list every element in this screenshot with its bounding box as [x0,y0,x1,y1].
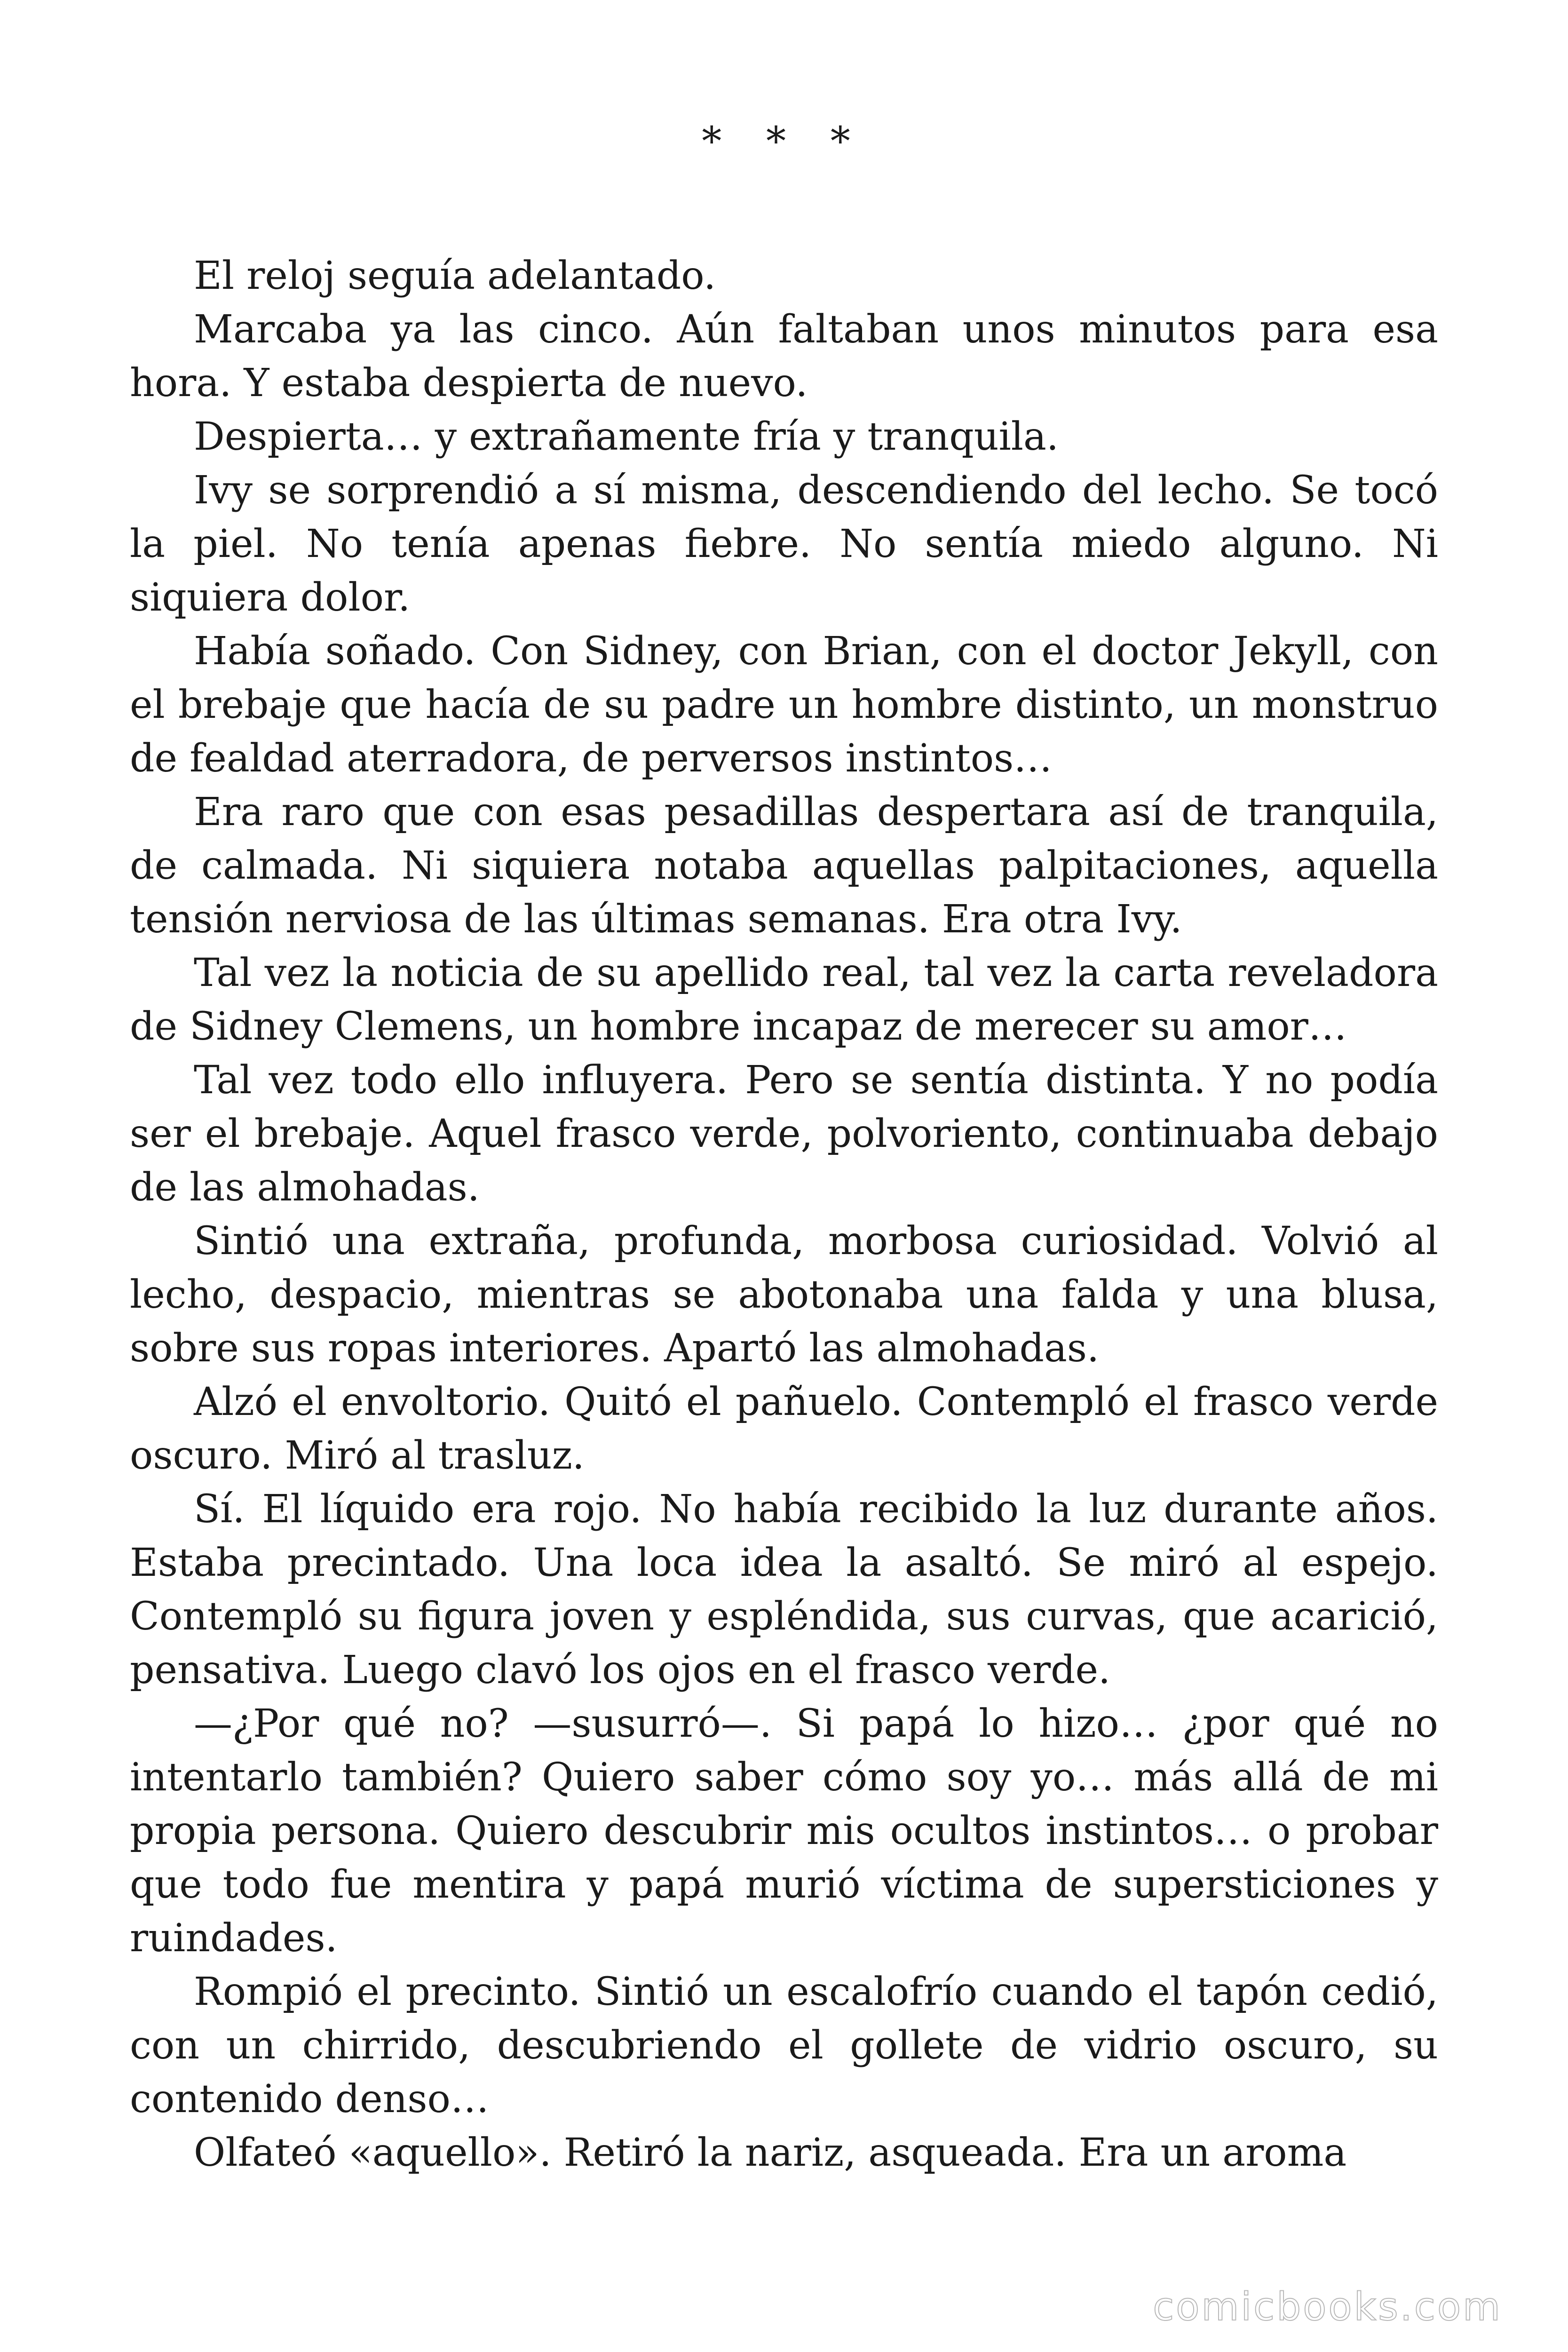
paragraph: Despierta… y extrañamente fría y tranquila. [194,414,1059,459]
paragraph: Sintió una extraña, profunda, morbosa curiosidad. Volvió al lecho, despacio, mientras se abotonaba una falda y una blusa, sobre sus ropas interiores. Apartó las almohadas. [130,1219,1438,1371]
watermark: comicbooks.com [1153,2285,1502,2329]
paragraph: Marcaba ya las cinco. Aún faltaban unos minutos para esa hora. Y estaba despierta de nuevo. [130,307,1438,405]
paragraph: Tal vez la noticia de su apellido real, tal vez la carta reveladora de Sidney Clemens, un hombre incapaz de merecer su amor… [130,951,1438,1049]
paragraph: Sí. El líquido era rojo. No había recibido la luz durante años. Estaba precintado. Una loca idea la asaltó. Se miró al espejo. Contempló su figura joven y espléndida, sus curvas, que acarició, pensativa. Luego clavó los ojos en el frasco verde. [130,1487,1438,1692]
paragraph: Ivy se sorprendió a sí misma, descendiendo del lecho. Se tocó la piel. No tenía apenas fiebre. No sentía miedo alguno. Ni siquiera dolor. [130,468,1438,620]
section-separator: * * * [702,118,866,164]
paragraph: Olfateó «aquello». Retiró la nariz, asqueada. Era un aroma [194,2130,1347,2175]
paragraph: Rompió el precinto. Sintió un escalofrío cuando el tapón cedió, con un chirrido, descubriendo el gollete de vidrio oscuro, su contenido denso… [130,1970,1438,2122]
paragraph: —¿Por qué no? —susurró—. Si papá lo hizo… ¿por qué no intentarlo también? Quiero saber cómo soy yo… más allá de mi propia persona. Quiero descubrir mis ocultos instintos… o probar que todo fue mentira y papá murió víctima de supersticiones y ruindades. [130,1701,1438,1961]
paragraph: Había soñado. Con Sidney, con Brian, con el doctor Jekyll, con el brebaje que hacía de su padre un hombre distinto, un monstruo de fealdad aterradora, de perversos instintos… [130,629,1438,781]
paragraph: Alzó el envoltorio. Quitó el pañuelo. Contempló el frasco verde oscuro. Miró al trasluz. [130,1380,1438,1478]
paragraph: Tal vez todo ello influyera. Pero se sentía distinta. Y no podía ser el brebaje. Aquel frasco verde, polvoriento, continuaba debajo de las almohadas. [130,1058,1438,1210]
paragraph: Era raro que con esas pesadillas despertara así de tranquila, de calmada. Ni siquiera notaba aquellas palpitaciones, aquella tensión nerviosa de las últimas semanas. Era otra Ivy. [130,790,1438,942]
paragraph: El reloj seguía adelantado. [194,254,716,298]
body-text [130,249,1438,2180]
